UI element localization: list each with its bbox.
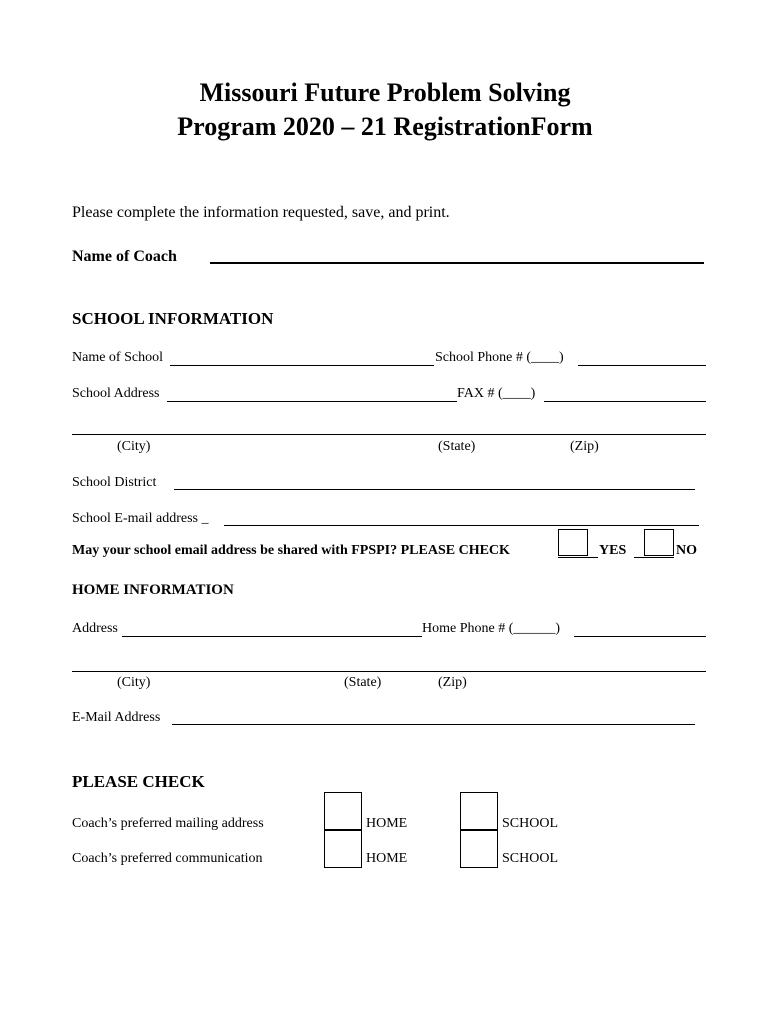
school-city-state-zip-line — [72, 434, 706, 435]
school-fax-underline — [544, 401, 706, 402]
email-share-yes-checkbox[interactable] — [558, 529, 588, 556]
school-name-label: Name of School — [72, 350, 163, 365]
communication-home-checkbox[interactable] — [324, 830, 362, 868]
home-state-label: (State) — [344, 675, 382, 690]
home-zip-label: (Zip) — [438, 675, 467, 690]
communication-home-label: HOME — [366, 851, 408, 866]
mailing-school-label: SCHOOL — [502, 816, 559, 831]
home-phone-underline — [574, 636, 706, 637]
home-phone-input[interactable] — [576, 619, 704, 636]
school-city-state-zip-input[interactable] — [74, 417, 702, 434]
home-city-state-zip-input[interactable] — [74, 654, 702, 671]
form-title-line1: Missouri Future Problem Solving — [199, 78, 571, 107]
school-fax-label: FAX # (____) — [457, 386, 536, 401]
coach-name-label: Name of Coach — [72, 248, 177, 265]
school-email-label: School E-mail address _ — [72, 511, 209, 526]
mailing-address-label: Coach’s preferred mailing address — [72, 816, 264, 831]
form-title-line2: Program 2020 – 21 RegistrationForm — [177, 112, 593, 141]
yes-underline — [558, 557, 598, 558]
school-name-underline — [170, 365, 434, 366]
mailing-home-label: HOME — [366, 816, 408, 831]
please-check-heading: PLEASE CHECK — [72, 772, 205, 791]
school-district-input[interactable] — [176, 472, 691, 489]
home-email-underline — [172, 724, 695, 725]
school-phone-label: School Phone # (____) — [435, 350, 564, 365]
school-phone-underline — [578, 365, 706, 366]
coach-name-input[interactable] — [212, 245, 700, 262]
home-info-heading: HOME INFORMATION — [72, 582, 234, 598]
communication-school-checkbox[interactable] — [460, 830, 498, 868]
mailing-home-checkbox[interactable] — [324, 792, 362, 830]
school-address-input[interactable] — [170, 384, 454, 401]
school-name-input[interactable] — [172, 348, 430, 365]
school-city-label: (City) — [117, 439, 151, 454]
no-underline — [634, 557, 674, 558]
communication-school-label: SCHOOL — [502, 851, 559, 866]
communication-label: Coach’s preferred communication — [72, 851, 263, 866]
school-district-underline — [174, 489, 695, 490]
school-email-input[interactable] — [226, 508, 696, 525]
home-email-label: E-Mail Address — [72, 710, 161, 725]
school-zip-label: (Zip) — [570, 439, 599, 454]
school-phone-input[interactable] — [580, 348, 704, 365]
email-share-no-checkbox[interactable] — [644, 529, 674, 556]
school-address-label: School Address — [72, 386, 160, 401]
home-address-label: Address — [72, 621, 118, 636]
home-city-label: (City) — [117, 675, 151, 690]
home-city-state-zip-line — [72, 671, 706, 672]
email-share-no-label: NO — [676, 543, 697, 558]
school-district-label: School District — [72, 475, 157, 490]
home-phone-label: Home Phone # (______) — [422, 621, 561, 636]
school-fax-input[interactable] — [546, 384, 704, 401]
school-info-heading: SCHOOL INFORMATION — [72, 309, 274, 328]
school-address-underline — [167, 401, 457, 402]
email-share-question: May your school email address be shared with FPSPI? PLEASE CHECK — [72, 543, 510, 558]
email-share-yes-label: YES — [599, 543, 627, 558]
school-state-label: (State) — [438, 439, 476, 454]
mailing-school-checkbox[interactable] — [460, 792, 498, 830]
home-address-input[interactable] — [124, 619, 419, 636]
home-address-underline — [122, 636, 422, 637]
school-email-underline — [224, 525, 699, 526]
home-email-input[interactable] — [174, 707, 692, 724]
coach-name-underline — [210, 262, 704, 264]
instructions-text: Please complete the information requested, save, and print. — [72, 204, 450, 221]
